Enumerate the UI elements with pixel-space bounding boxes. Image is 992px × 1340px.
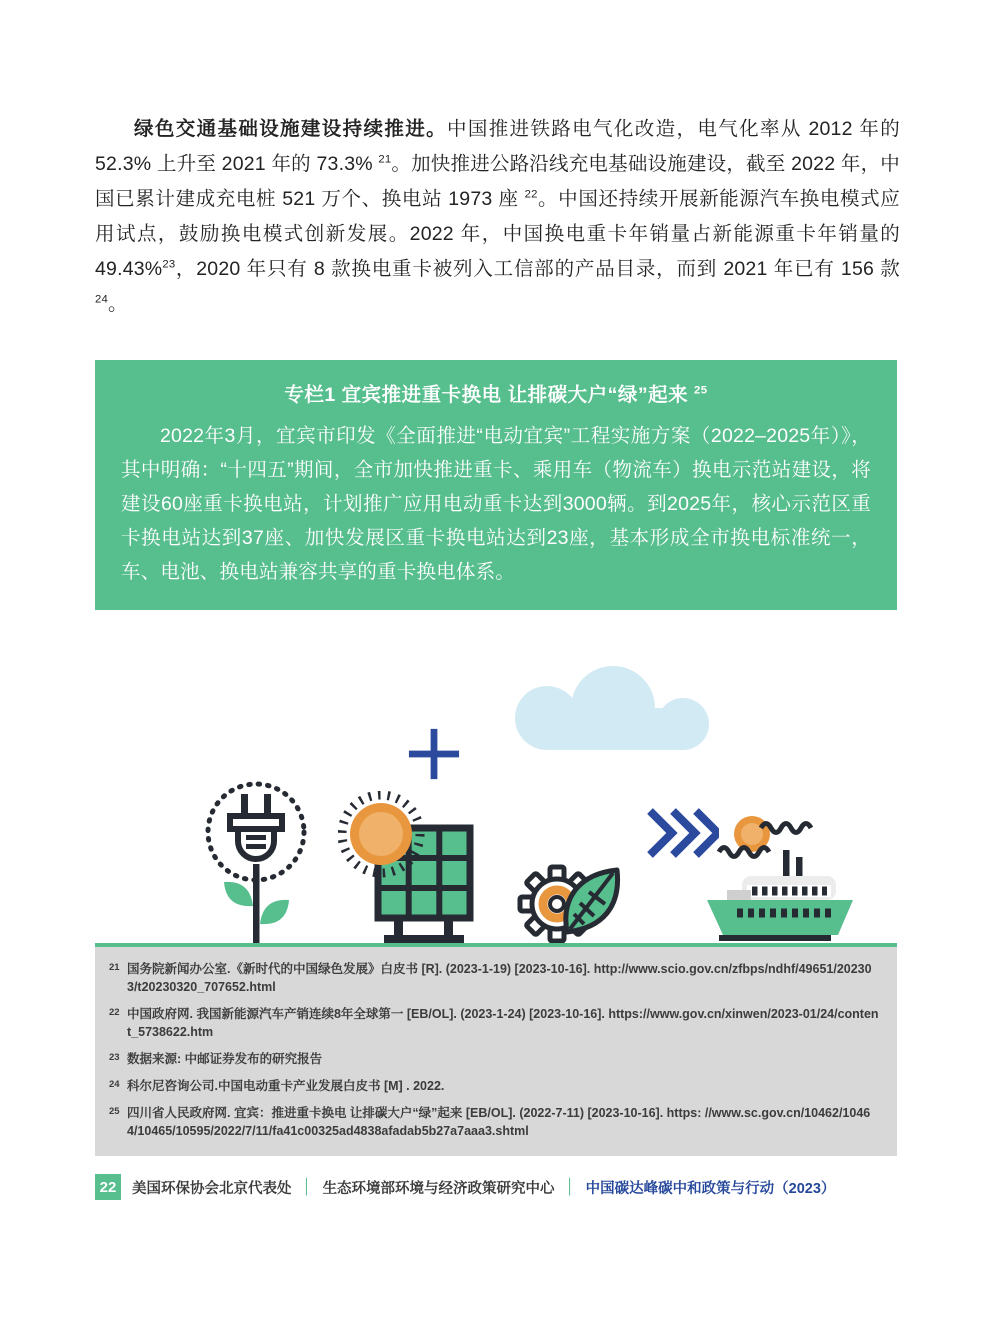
- footer-org-2: 生态环境部环境与经济政策研究中心: [322, 1180, 555, 1197]
- footnotes-list: [109, 960, 879, 1140]
- footer-report-title: 中国碳达峰碳中和政策与行动（2023）: [585, 1180, 836, 1197]
- ship-icon: [695, 806, 860, 943]
- footnote-text: 数据来源: 中邮证券发布的研究报告: [127, 1052, 323, 1066]
- green-transport-illustration: [0, 610, 992, 943]
- gear-leaf-icon: [517, 856, 625, 943]
- footnote-number: 21: [109, 962, 120, 973]
- footnote-item: [109, 1077, 879, 1095]
- footnote-number: 23: [109, 1052, 120, 1063]
- plus-icon: [407, 726, 461, 782]
- footer-org-1: 美国环保协会北京代表处: [132, 1180, 292, 1197]
- footnotes-box: [95, 943, 897, 1156]
- callout-box: [95, 360, 897, 610]
- footnote-text: 中国政府网. 我国新能源汽车产销连续8年全球第一 [EB/OL]. (2023-1-24) [2023-10-16]. https://www.gov.cn/xinwen/2023-01/24/content_5738622.htm: [127, 1007, 879, 1039]
- footnote-text: 国务院新闻办公室.《新时代的中国绿色发展》白皮书 [R]. (2023-1-19) [2023-10-16]. http://www.scio.gov.cn/zfbps/ndhf/49651/202303/t20230320_707652.html: [127, 962, 872, 994]
- sun-solar-panel-icon: [338, 791, 478, 943]
- footer-separator: │: [565, 1179, 575, 1195]
- footnote-item: [109, 1104, 879, 1140]
- footnote-text: 科尔尼咨询公司.中国电动重卡产业发展白皮书 [M] . 2022.: [127, 1079, 445, 1093]
- footnote-number: 25: [109, 1106, 120, 1117]
- footer-separator: │: [302, 1179, 312, 1195]
- main-paragraph: 绿色交通基础设施建设持续推进。中国推进铁路电气化改造，电气化率从 2012 年的 52.3% 上升至 2021 年的 73.3% $^{21}$。加快推进公路沿线充电基础设施建设，截至 2022 年，中国已累计建成充电桩 521 万个、换电站 1973 座 $^{22}$。中国还持续开展新能源汽车换电模式应用试点，鼓励换电模式创新发展。2022 年，中国换电重卡年销量占新能源重卡年销量的 49.43%$^{23}$，2020 年只有 8 款换电重卡被列入工信部的产品目录，而到 2021 年已有 156 款 $^{24}$。: [95, 118, 901, 315]
- footnote-item: [109, 1005, 879, 1041]
- plug-pole-icon: [196, 778, 318, 943]
- page-footer: [95, 1174, 992, 1200]
- cloud-icon: [503, 664, 715, 750]
- footnote-number: 24: [109, 1079, 120, 1090]
- callout-title: 专栏1 宜宾推进重卡换电 让排碳大户“绿”起来 $^{25}$: [284, 384, 708, 406]
- footnote-item: [109, 1050, 879, 1068]
- footnote-number: 22: [109, 1007, 120, 1018]
- callout-body: 2022年3月，宜宾市印发《全面推进“电动宜宾”工程实施方案（2022–2025年）》，其中明确：“十四五”期间，全市加快推进重卡、乘用车（物流车）换电示范站建设，将建设60座重卡换电站，计划推广应用电动重卡达到3000辆。到2025年，核心示范区重卡换电站达到37座、加快发展区重卡换电站达到23座，基本形成全市换电标准统一，车、电池、换电站兼容共享的重卡换电体系。: [121, 425, 871, 583]
- footnote-item: [109, 960, 879, 996]
- footnote-text: 四川省人民政府网. 宜宾：推进重卡换电 让排碳大户“绿”起来 [EB/OL]. (2022-7-11) [2023-10-16]. https: //www.sc.gov.cn/10462/10464/10465/10595/2022/7/11/fa41c00325ad4838afadab5b27a7aaa3.shtml: [127, 1106, 871, 1138]
- page-number-badge: 22: [95, 1174, 121, 1200]
